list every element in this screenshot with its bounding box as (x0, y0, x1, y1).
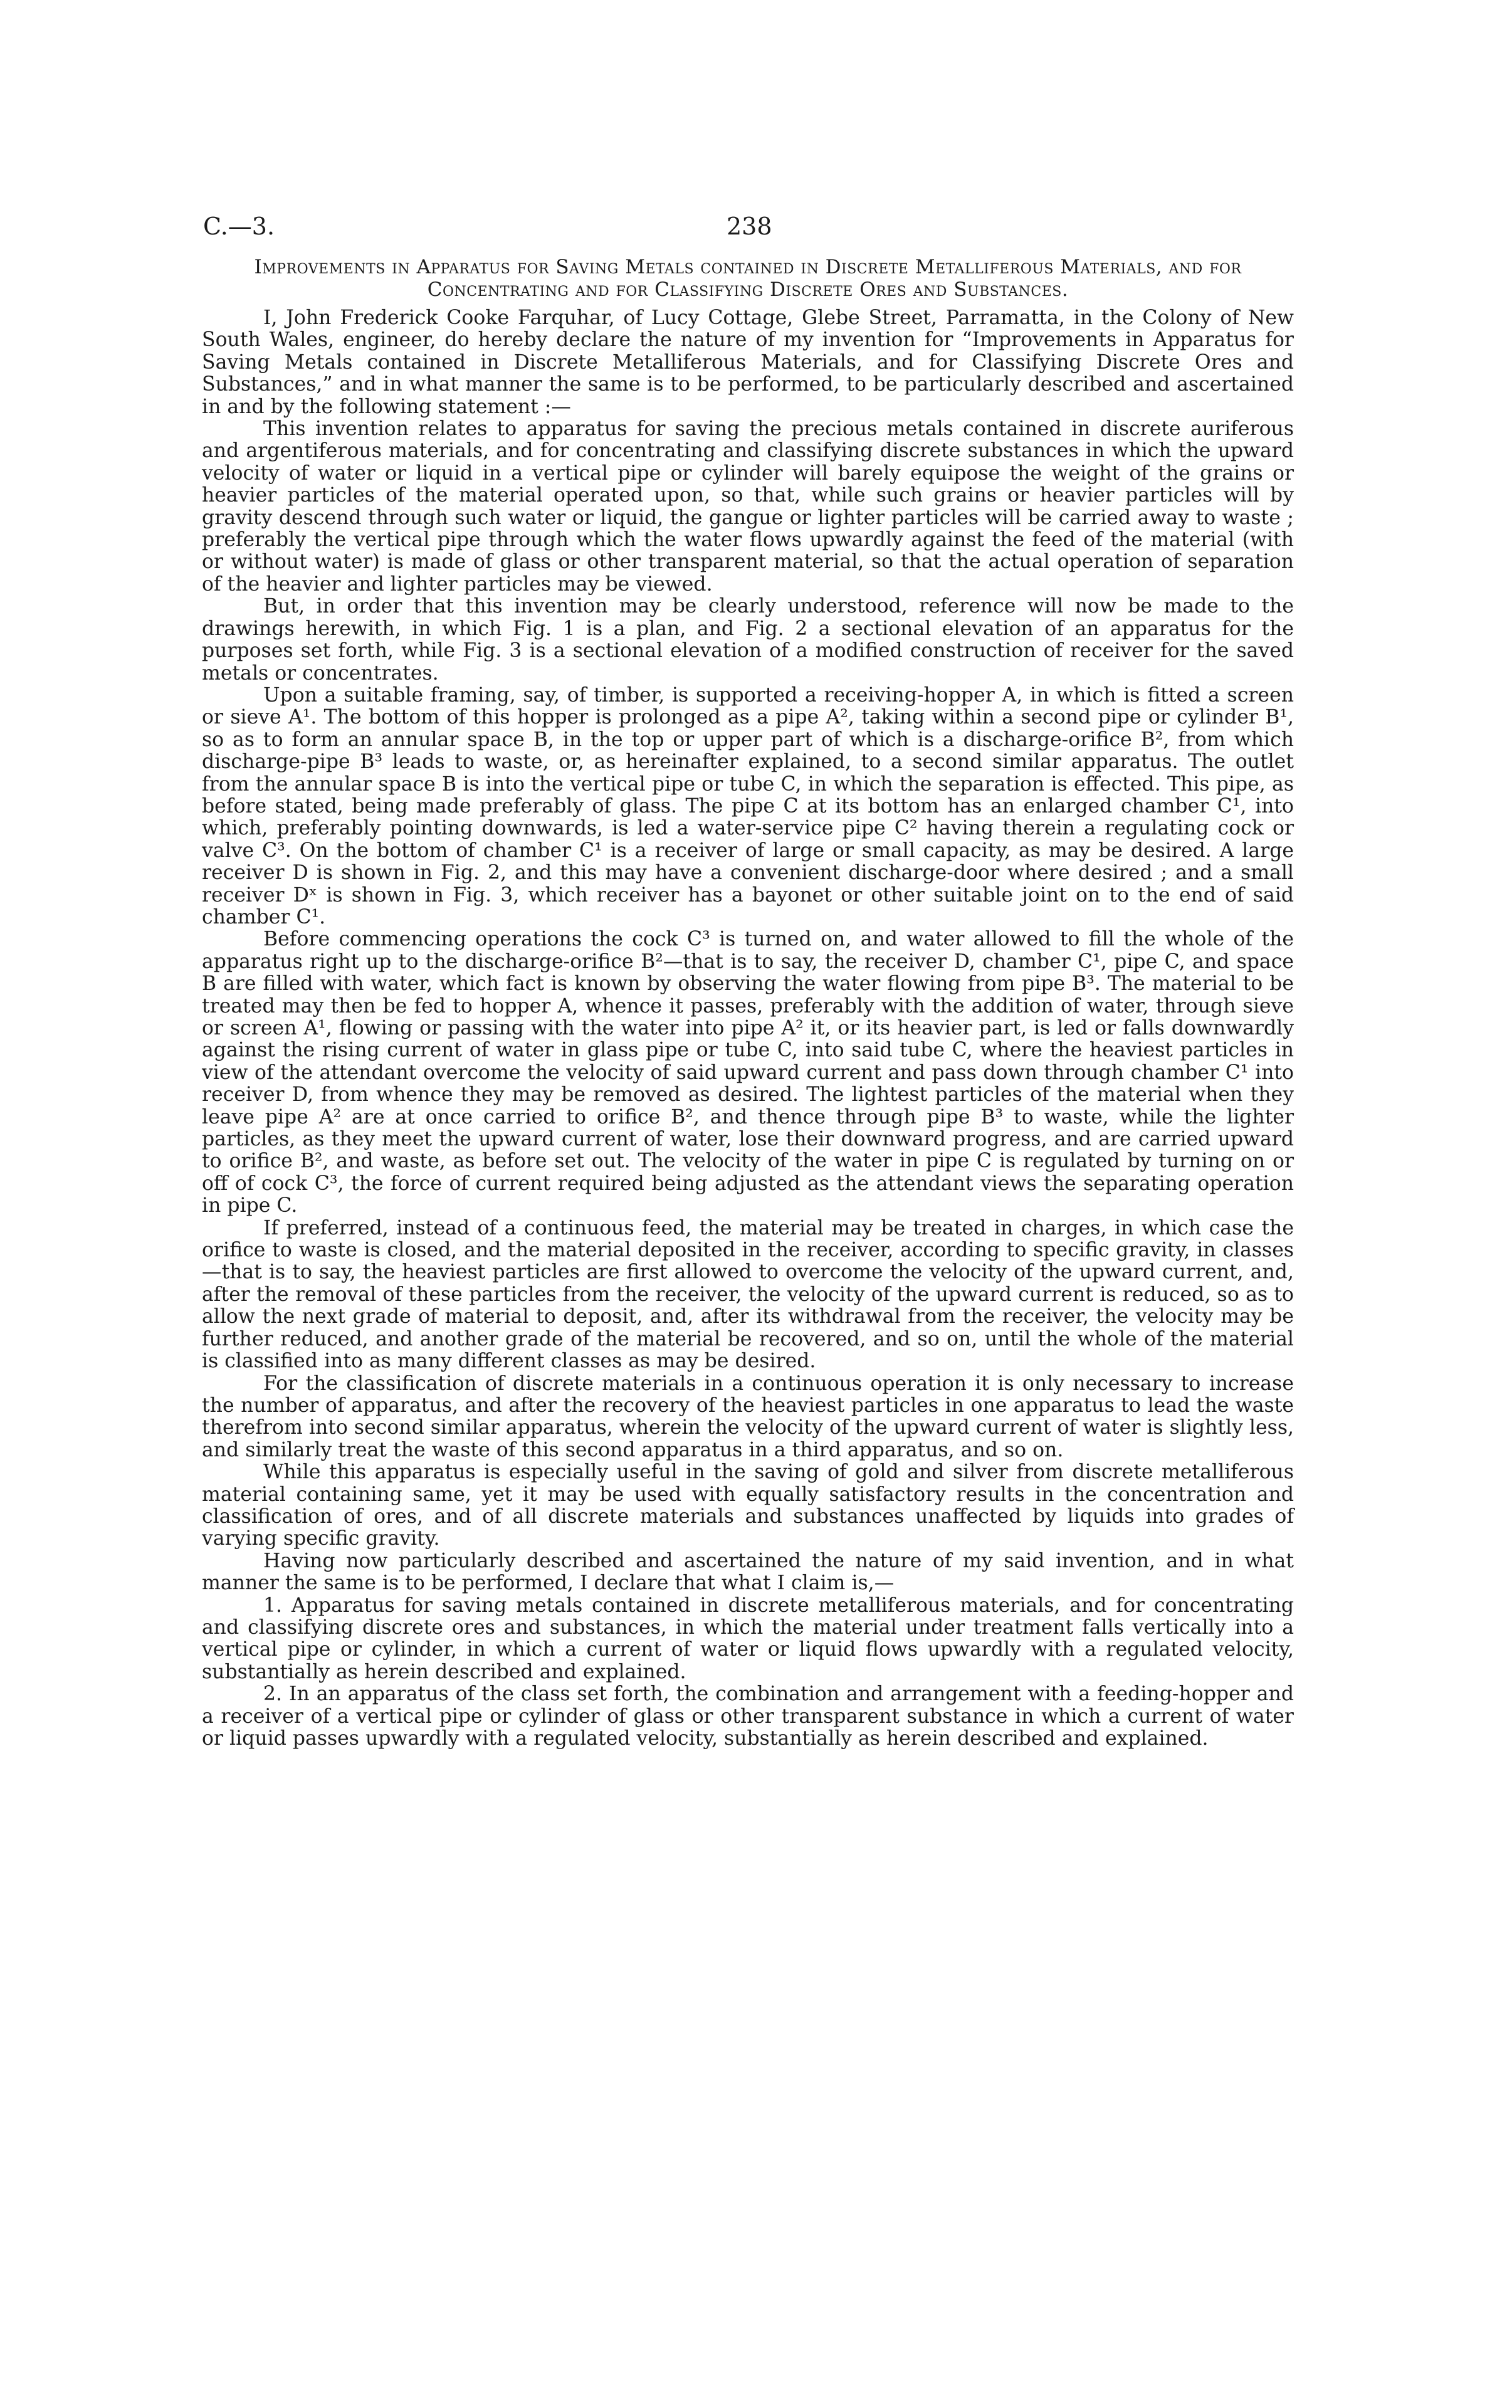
page-number: 238 (727, 213, 772, 240)
paragraph-apparatus-description: Upon a suitable framing, say, of timber, is supported a receiving-hopper A, in which is fitted a screen or sieve A¹. The bottom of this hopper is prolonged as a pipe A², taking within a second pipe or cylinder B¹, so as to form an annular space B, in the top or upper part of which is a discharge-orifice B², from which discharge-pipe B³ leads to waste, or, as hereinafter explained, to a second similar apparatus. The outlet from the annular space B is into the vertical pipe or tube C, in which the separation is effected. This pipe, as before stated, being made preferably of glass. The pipe C at its bottom has an enlarged chamber C¹, into which, preferably pointing downwards, is led a water-service pipe C² having therein a regulating cock or valve C³. On the bottom of chamber C¹ is a receiver of large or small capacity, as may be desired. A large receiver D is shown in Fig. 2, and this may have a convenient discharge-door where desired ; and a small receiver Dˣ is shown in Fig. 3, which receiver has a bayonet or other suitable joint on to the end of said chamber C¹. (202, 683, 1294, 928)
document-code: C.—3. (203, 213, 275, 240)
paragraph-claim-intro: Having now particularly described and ascertained the nature of my said invention, and in what manner the same is to be performed, I declare that what I claim is,— (202, 1549, 1294, 1595)
claim-1: 1. Apparatus for saving metals contained in discrete metalliferous materials, and for concentrating and classifying discrete ores and substances, in which the material under treatment falls vertically into a vertical pipe or cylinder, in which a current of water or liquid flows upwardly with a regulated velocity, substantially as herein described and explained. (202, 1594, 1294, 1683)
paragraph-charges: If preferred, instead of a continuous feed, the material may be treated in charges, in which case the orifice to waste is closed, and the material deposited in the receiver, according to specific gravity, in classes—that is to say, the heaviest particles are first allowed to overcome the velocity of the upward current, and, after the removal of these particles from the receiver, the velocity of the upward current is reduced, so as to allow the next grade of material to deposit, and, after its withdrawal from the receiver, the velocity may be further reduced, and another grade of the material be recovered, and so on, until the whole of the material is classified into as many different classes as may be desired. (202, 1216, 1294, 1373)
page-header (202, 212, 1294, 256)
claim-2: 2. In an apparatus of the class set forth, the combination and arrangement with a feeding-hopper and a receiver of a vertical pipe or cylinder of glass or other transparent substance in which a current of water or liquid passes upwardly with a regulated velocity, substantially as herein described and explained. (202, 1683, 1294, 1750)
document-page (202, 212, 1294, 1750)
paragraph-drawings-reference: But, in order that this invention may be clearly understood, reference will now be made to the drawings herewith, in which Fig. 1 is a plan, and Fig. 2 a sectional elevation of an apparatus for the purposes set forth, while Fig. 3 is a sectional elevation of a modified construction of receiver for the saved metals or concentrates. (202, 595, 1294, 685)
paragraph-declaration: I, John Frederick Cooke Farquhar, of Lucy Cottage, Glebe Street, Parramatta, in the Colony of New South Wales, engineer, do hereby declare the nature of my invention for “Improvements in Apparatus for Saving Metals contained in Discrete Metalliferous Materials, and for Classifying Discrete Ores and Substances,” and in what manner the same is to be performed, to be particularly described and ascertained in and by the following statement :— (202, 307, 1294, 418)
paragraph-usefulness: While this apparatus is especially useful in the saving of gold and silver from discrete metalliferous material containing same, yet it may be used with equally satisfactory results in the concentration and classification of ores, and of all discrete materials and substances unaffected by liquids into grades of varying specific gravity. (202, 1461, 1294, 1550)
paragraph-invention-summary: This invention relates to apparatus for saving the precious metals contained in discrete auriferous and argentiferous materials, and for concentrating and classifying discrete substances in which the upward velocity of water or liquid in a vertical pipe or cylinder will barely equipose the weight of the grains or heavier particles of the material operated upon, so that, while such grains or heavier particles will by gravity descend through such water or liquid, the gangue or lighter particles will be carried away to waste ; preferably the vertical pipe through which the water flows upwardly against the feed of the material (with or without water) is made of glass or other transparent material, so that the actual operation of separation of the heavier and lighter particles may be viewed. (202, 418, 1294, 596)
paragraph-classification: For the classification of discrete materials in a continuous operation it is only necessary to increase the number of apparatus, and after the recovery of the heaviest particles in one apparatus to lead the waste therefrom into second similar apparatus, wherein the velocity of the upward current of water is slightly less, and similarly treat the waste of this second apparatus in a third apparatus, and so on. (202, 1372, 1294, 1461)
paragraph-operation: Before commencing operations the cock C³ is turned on, and water allowed to fill the whole of the apparatus right up to the discharge-orifice B²—that is to say, the receiver D, chamber C¹, pipe C, and space B are filled with water, which fact is known by observing the water flowing from pipe B³. The material to be treated may then be fed to hopper A, whence it passes, preferably with the addition of water, through sieve or screen A¹, flowing or passing with the water into pipe A² it, or its heavier part, is led or falls downwardly against the rising current of water in glass pipe or tube C, into said tube C, where the heaviest particles in view of the attendant overcome the velocity of said upward current and pass down through chamber C¹ into receiver D, from whence they may be removed as desired. The lightest particles of the material when they leave pipe A² are at once carried to orifice B², and thence through pipe B³ to waste, while the lighter particles, as they meet the upward current of water, lose their downward progress, and are carried upward to orifice B², and waste, as before set out. The velocity of the water in pipe C is regulated by turning on or off of cock C³, the force of current required being adjusted as the attendant views the separating operation in pipe C. (202, 928, 1294, 1217)
patent-title: Improvements in Apparatus for Saving Metals contained in Discrete Metalliferous Materials, and for Concentrating and for Classifying Discrete Ores and Substances. (254, 256, 1242, 301)
